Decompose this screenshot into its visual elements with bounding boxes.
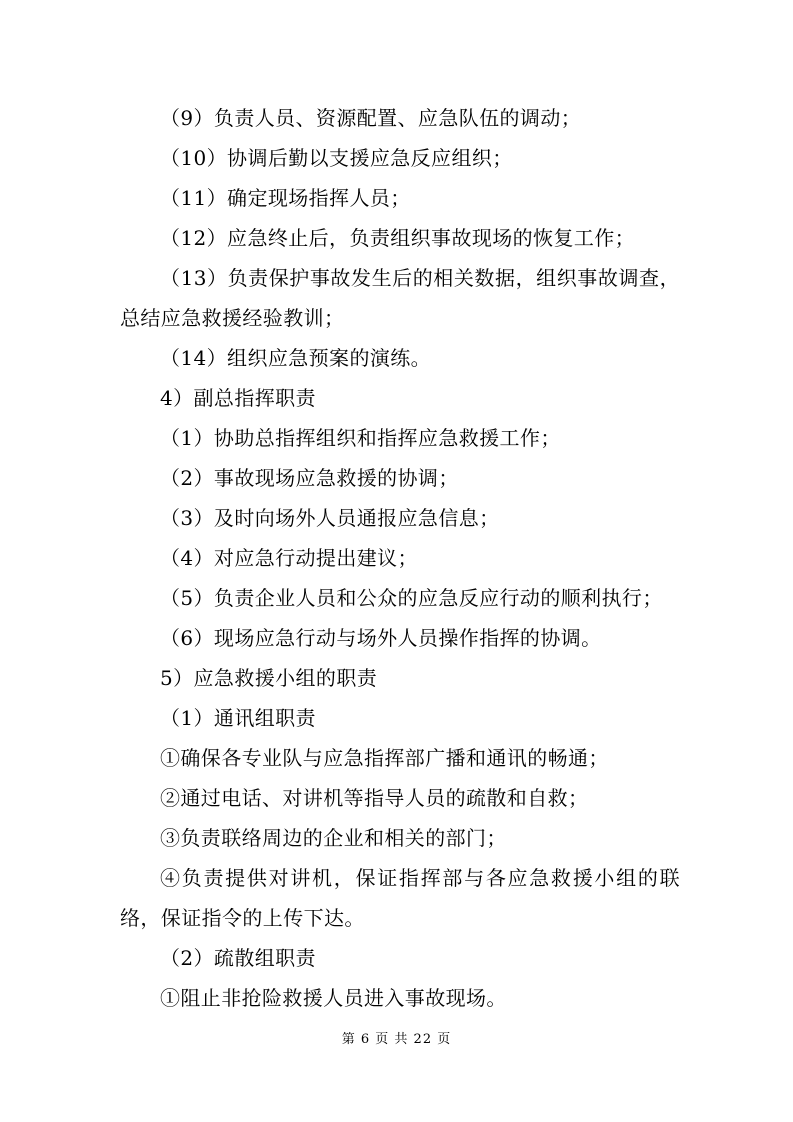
- section-heading: 5）应急救援小组的职责: [160, 666, 378, 690]
- paragraph: ③负责联络周边的企业和相关的部门；: [160, 826, 507, 850]
- page-number-footer: 第 6 页 共 22 页: [341, 1032, 452, 1047]
- paragraph: （14）组织应急预案的演练。: [160, 346, 432, 370]
- subsection-heading: （1）通讯组职责: [160, 706, 316, 730]
- paragraph: （6）现场应急行动与场外人员操作指挥的协调。: [160, 626, 602, 650]
- document-body: [120, 98, 680, 1018]
- paragraph: （5）负责企业人员和公众的应急反应行动的顺利执行；: [160, 586, 663, 610]
- paragraph: （11）确定现场指挥人员；: [160, 186, 411, 210]
- paragraph: （12）应急终止后，负责组织事故现场的恢复工作；: [160, 226, 636, 250]
- section-heading: 4）副总指挥职责: [160, 386, 316, 410]
- paragraph: （2）事故现场应急救援的协调；: [160, 466, 459, 490]
- paragraph: （1）协助总指挥组织和指挥应急救援工作；: [160, 426, 561, 450]
- paragraph: （10）协调后勤以支援应急反应组织；: [160, 146, 513, 170]
- paragraph: （13）负责保护事故发生后的相关数据，组织事故调查，总结应急救援经验教训；: [120, 266, 680, 330]
- paragraph: ②通过电话、对讲机等指导人员的疏散和自救；: [160, 786, 589, 810]
- subsection-heading: （2）疏散组职责: [160, 946, 316, 970]
- paragraph: ①阻止非抢险救援人员进入事故现场。: [160, 986, 507, 1010]
- paragraph: （9）负责人员、资源配置、应急队伍的调动；: [160, 106, 582, 130]
- paragraph: ①确保各专业队与应急指挥部广播和通讯的畅通；: [160, 746, 609, 770]
- paragraph: ④负责提供对讲机，保证指挥部与各应急救援小组的联络，保证指令的上传下达。: [120, 866, 680, 930]
- paragraph: （4）对应急行动提出建议；: [160, 546, 418, 570]
- paragraph: （3）及时向场外人员通报应急信息；: [160, 506, 500, 530]
